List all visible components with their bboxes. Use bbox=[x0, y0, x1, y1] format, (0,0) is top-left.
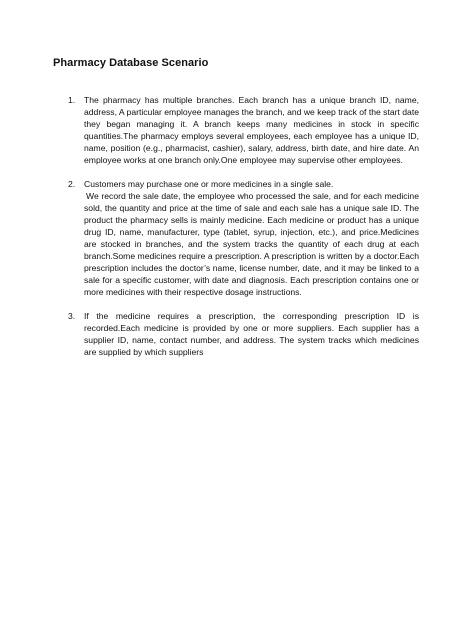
list-item-paragraph: If the medicine requires a prescription, the corresponding prescription ID is recorded.Each medicine is provided by one or more suppliers. Each supplier has a supplier ID, name, contact number, and address. The system tracks which medicines are supplied by which suppliers bbox=[84, 311, 419, 357]
list-item-paragraph: We record the sale date, the employee who processed the sale, and for each medicine sold, the quantity and price at the time of sale and each sale has a unique sale ID. The product the pharmacy sells is mainly medicine. Each medicine or product has a unique drug ID, name, manufacturer, type (tablet, syrup, injection, etc.), and price.Medicines are stocked in branches, and the system tracks the quantity of each drug at each branch.Some medicines require a prescription. A prescription is written by a doctor.Each prescription includes the doctor’s name, license number, date, and it may be linked to a sale for a specific customer, with date and diagnosis. Each prescription contains one or more medicines with their respective dosage instructions. bbox=[84, 191, 419, 297]
list-item-number: 1. bbox=[68, 95, 76, 105]
document-title: Pharmacy Database Scenario bbox=[53, 57, 209, 69]
list-item-number: 2. bbox=[68, 179, 76, 189]
list-item-paragraph: The pharmacy has multiple branches. Each branch has a unique branch ID, name, address, A particular employee manages the branch, and we keep track of the start date they began managing it. A branch keeps many medicines in stock in specific quantities.The pharmacy employs several employees, each employee has a unique ID, name, position (e.g., pharmacist, cashier), salary, address, birth date, and hire date. An employee works at one branch only.One employee may supervise other employees. bbox=[84, 95, 419, 165]
scenario-list bbox=[68, 94, 419, 370]
list-item-number: 3. bbox=[68, 311, 76, 321]
list-item bbox=[68, 94, 419, 166]
list-item-paragraph: Customers may purchase one or more medicines in a single sale. bbox=[84, 179, 334, 189]
list-item bbox=[68, 310, 419, 358]
list-item bbox=[68, 178, 419, 298]
